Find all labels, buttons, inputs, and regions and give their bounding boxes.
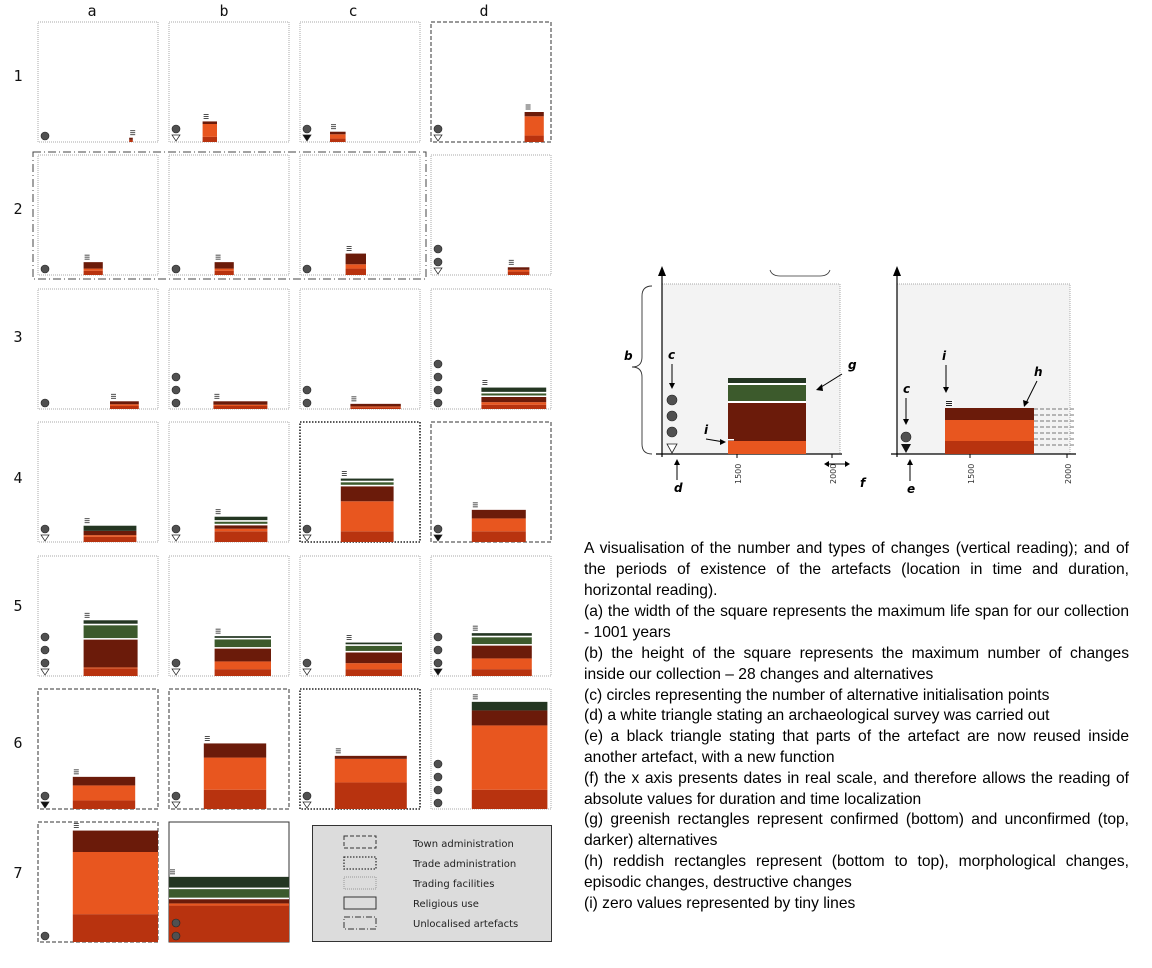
bar-destructive xyxy=(508,267,530,270)
bar-episodic xyxy=(330,134,346,138)
bar-unconfirmed xyxy=(728,378,806,383)
bar-episodic xyxy=(203,124,217,137)
row-label-6: 6 xyxy=(13,734,23,752)
bar-morphological xyxy=(525,136,544,142)
bar-morphological xyxy=(73,800,135,809)
bar-confirmed-alternative xyxy=(481,393,546,395)
cell-1a xyxy=(38,22,158,142)
cell-frame xyxy=(300,289,420,409)
circle-icon xyxy=(303,125,311,133)
bar-morphological xyxy=(215,531,268,542)
cell-1d xyxy=(431,22,551,142)
tick-label-1500: 1500 xyxy=(734,463,743,484)
cell-2c xyxy=(300,155,420,275)
cell-frame xyxy=(169,289,289,409)
bar-episodic xyxy=(215,269,234,271)
circle-icon xyxy=(172,373,180,381)
circle-icon xyxy=(434,245,442,253)
bar-destructive xyxy=(330,132,346,135)
bar-confirmed xyxy=(728,385,806,401)
row-label-7: 7 xyxy=(13,864,23,882)
bar-destructive xyxy=(350,404,400,407)
cell-3d xyxy=(431,289,551,409)
circle-icon xyxy=(434,258,442,266)
bar-morphological xyxy=(204,790,266,809)
bar-separator xyxy=(84,638,138,640)
bar-destructive xyxy=(215,262,234,268)
zero-line xyxy=(728,439,734,441)
bar-separator xyxy=(215,520,268,522)
circle-icon xyxy=(172,125,180,133)
bar-separator xyxy=(169,898,289,900)
cell-5a xyxy=(38,556,158,676)
explanation-diagram xyxy=(620,262,1100,502)
bar-destructive xyxy=(525,112,544,116)
cell-frame xyxy=(38,155,158,275)
bar-separator xyxy=(215,638,271,640)
bar-morphological xyxy=(84,668,138,676)
bar-episodic xyxy=(215,529,268,532)
bar-destructive xyxy=(204,743,266,757)
circle-icon xyxy=(434,373,442,381)
bar-gap xyxy=(728,401,806,403)
cell-6b xyxy=(169,689,289,809)
bar-unconfirmed-alternative xyxy=(481,388,546,392)
y-axis-arrowhead xyxy=(658,266,666,276)
cell-frame xyxy=(38,22,158,142)
tick-label-1500: 1500 xyxy=(967,463,976,484)
cell-3c xyxy=(300,289,420,409)
column-label-b: b xyxy=(219,2,229,20)
bar-destructive xyxy=(84,262,103,268)
circle-icon xyxy=(172,265,180,273)
circle-icon xyxy=(172,399,180,407)
cell-frame xyxy=(300,22,420,142)
column-label-c: c xyxy=(348,2,358,20)
caption-item-a: (a) the width of the square represents the maximum life span for our collection - 1001 years xyxy=(584,603,1129,642)
cell-frame xyxy=(38,289,158,409)
bar-episodic xyxy=(481,402,546,405)
bar-episodic xyxy=(472,518,526,531)
bar-episodic xyxy=(346,264,366,268)
bar-morphological xyxy=(213,406,267,409)
bar-unconfirmed-alternative xyxy=(341,479,394,481)
tick-label-2000: 2000 xyxy=(829,463,838,484)
letter-b: b xyxy=(624,349,633,363)
cell-frame xyxy=(38,422,158,542)
circle-icon xyxy=(434,399,442,407)
circle-icon xyxy=(434,799,442,807)
row-label-2: 2 xyxy=(13,200,23,218)
legend-swatch-trade xyxy=(344,857,376,869)
bar-episodic xyxy=(84,667,138,668)
legend-label-unlocalised: Unlocalised artefacts xyxy=(413,919,519,930)
circle-icon xyxy=(434,786,442,794)
circle-icon xyxy=(41,792,49,800)
bar-confirmed-alternative xyxy=(215,639,271,647)
letter-h: h xyxy=(1034,365,1043,379)
letter-f: f xyxy=(860,476,866,490)
caption-item-i: (i) zero values represented by tiny lines xyxy=(584,894,856,912)
bar-morphological xyxy=(508,272,530,275)
bar-morphological xyxy=(215,271,234,275)
tick-label-2000: 2000 xyxy=(1064,463,1073,484)
cell-frame xyxy=(169,155,289,275)
bar-morphological xyxy=(341,531,394,542)
bar-morphological xyxy=(346,269,366,275)
cell-frame xyxy=(169,22,289,142)
bar-destructive xyxy=(110,401,139,404)
cell-4d xyxy=(431,422,551,542)
bar-unconfirmed-alternative xyxy=(169,877,289,888)
circle-icon xyxy=(434,360,442,368)
bar-confirmed-alternative xyxy=(84,625,138,638)
cell-1c xyxy=(300,22,420,142)
circle-icon xyxy=(41,659,49,667)
caption-item-e: (e) a black triangle stating that parts of the artefact are now reused inside another artefact, with a new function xyxy=(584,728,1129,766)
cell-6a xyxy=(38,689,158,809)
bar-episodic xyxy=(472,658,532,669)
bar-episodic xyxy=(73,785,135,800)
top-brace xyxy=(770,270,830,276)
circle-icon xyxy=(41,633,49,641)
bar-unconfirmed-alternative xyxy=(215,636,271,638)
explanation-right xyxy=(891,266,1076,496)
bar-destructive xyxy=(215,649,271,662)
cell-3b xyxy=(169,289,289,409)
bar-destructive xyxy=(728,403,806,441)
bar-destructive xyxy=(945,408,1034,420)
cell-5c xyxy=(300,556,420,676)
bar-confirmed-alternative xyxy=(472,637,532,644)
bar-destructive xyxy=(346,652,402,663)
circle-icon xyxy=(303,399,311,407)
bar-unconfirmed-alternative xyxy=(215,517,268,520)
bar-destructive xyxy=(335,756,407,759)
legend-swatch-religious xyxy=(344,897,376,909)
row-label-4: 4 xyxy=(13,469,23,487)
circle-icon xyxy=(41,646,49,654)
bar-separator xyxy=(346,644,402,646)
bar-confirmed-alternative xyxy=(169,889,289,898)
bar-episodic xyxy=(204,758,266,790)
bar-morphological xyxy=(481,405,546,409)
row-label-1: 1 xyxy=(13,67,23,85)
bar-confirmed-alternative xyxy=(215,522,268,524)
bar-unconfirmed-alternative xyxy=(84,526,137,531)
cell-4c xyxy=(300,422,420,542)
bar-unconfirmed-alternative xyxy=(472,702,548,711)
column-label-d: d xyxy=(479,2,489,20)
bar-destructive xyxy=(169,899,289,903)
circle-icon xyxy=(434,760,442,768)
bar-morphological xyxy=(84,537,137,542)
bar-unconfirmed-alternative xyxy=(472,633,532,636)
circle-icon xyxy=(303,386,311,394)
bar-episodic xyxy=(73,852,158,914)
caption-intro: A visualisation of the number and types of changes (vertical reading); and of the periods of existence of the artefacts (location in time and duration, horizontal reading). xyxy=(584,540,1129,599)
bar-morphological xyxy=(110,406,139,409)
cell-3a xyxy=(38,289,158,409)
bar-destructive xyxy=(129,138,133,140)
bar-confirmed-alternative xyxy=(341,482,394,485)
circle-icon xyxy=(434,646,442,654)
cell-frame xyxy=(431,155,551,275)
bar-gap xyxy=(728,383,806,385)
caption-item-g: (g) greenish rectangles represent confirmed (bottom) and unconfirmed (top, darker) alternatives xyxy=(584,811,1129,850)
bar-morphological xyxy=(330,139,346,142)
bar-episodic xyxy=(728,441,806,454)
bar-episodic xyxy=(525,116,544,135)
row-label-3: 3 xyxy=(13,328,23,346)
cell-5b xyxy=(169,556,289,676)
circle-icon xyxy=(41,932,49,940)
arrow-d-head xyxy=(674,459,680,465)
bar-morphological xyxy=(346,669,402,676)
bar-separator xyxy=(215,647,271,649)
arrow-f-head-left xyxy=(824,461,829,467)
bar-separator xyxy=(341,485,394,487)
bar-episodic xyxy=(472,725,548,789)
bar-separator xyxy=(169,888,289,890)
bar-episodic xyxy=(169,903,289,905)
circle-icon xyxy=(172,919,180,927)
letter-e: e xyxy=(907,482,916,496)
bar-episodic xyxy=(84,535,137,537)
bar-destructive xyxy=(472,646,532,659)
bar-episodic xyxy=(335,759,407,783)
bar-morphological xyxy=(73,914,158,942)
bar-morphological xyxy=(203,137,217,142)
legend-swatch-trading xyxy=(344,877,376,889)
letter-c: c xyxy=(903,382,911,396)
bar-separator xyxy=(472,644,532,646)
bar-episodic xyxy=(945,420,1034,441)
circle-icon xyxy=(434,525,442,533)
circle-icon xyxy=(434,773,442,781)
legend-label-trade: Trade administration xyxy=(413,859,517,870)
cell-1b xyxy=(169,22,289,142)
bar-destructive xyxy=(472,710,548,725)
bar-separator xyxy=(481,392,546,394)
legend xyxy=(312,825,552,942)
circle-icon xyxy=(41,525,49,533)
circle-icon xyxy=(303,659,311,667)
bar-destructive xyxy=(203,121,217,124)
bar-episodic xyxy=(508,270,530,272)
bar-morphological xyxy=(350,407,400,409)
letter-i: i xyxy=(704,423,709,437)
cell-2d xyxy=(431,155,551,275)
bar-morphological xyxy=(169,906,289,942)
bar-destructive xyxy=(341,486,394,501)
circle-icon xyxy=(434,633,442,641)
caption-item-b: (b) the height of the square represents the maximum number of changes inside our collection – 28 changes and alternatives xyxy=(584,644,1129,683)
bar-destructive xyxy=(73,777,135,786)
caption-item-h: (h) reddish rectangles represent (bottom to top), morphological changes, episodic changes, destructive changes xyxy=(584,852,1129,891)
cell-2b xyxy=(169,155,289,275)
bar-destructive xyxy=(215,525,268,528)
cell-7a xyxy=(38,822,158,942)
letter-g: g xyxy=(848,358,857,372)
bar-separator xyxy=(346,651,402,653)
legend-swatch-town xyxy=(344,836,376,848)
bar-destructive xyxy=(213,401,267,404)
bar-confirmed-alternative xyxy=(346,646,402,651)
letter-i: i xyxy=(942,349,947,363)
bar-morphological xyxy=(472,531,526,542)
visualisation-grid xyxy=(0,0,580,960)
letter-c: c xyxy=(668,348,676,362)
bar-separator xyxy=(481,396,546,398)
caption-item-f: (f) the x axis presents dates in real scale, and therefore allows the reading of absolute values for duration and time localization xyxy=(584,769,1129,808)
circle-icon xyxy=(41,265,49,273)
cell-7b xyxy=(169,822,289,942)
bar-separator xyxy=(472,636,532,638)
column-label-a: a xyxy=(87,2,97,20)
circle-icon xyxy=(303,792,311,800)
legend-label-religious: Religious use xyxy=(413,899,479,910)
circle-icon xyxy=(172,932,180,940)
circle-icon xyxy=(172,659,180,667)
bar-separator xyxy=(215,524,268,526)
arrow-e-head xyxy=(907,459,913,465)
cell-6c xyxy=(300,689,420,809)
bar-morphological xyxy=(945,441,1034,454)
circle-icon xyxy=(41,399,49,407)
cell-2a xyxy=(38,155,158,275)
legend-swatch-unlocalised xyxy=(344,917,376,929)
circle-icon xyxy=(303,525,311,533)
explanation-left xyxy=(624,266,867,495)
y-axis-arrowhead xyxy=(893,266,901,276)
circle-icon xyxy=(434,386,442,394)
cell-6d xyxy=(431,689,551,809)
bar-destructive xyxy=(84,531,137,535)
bar-destructive xyxy=(472,510,526,519)
cell-4b xyxy=(169,422,289,542)
caption xyxy=(584,539,1129,914)
cell-glyphs xyxy=(0,0,580,960)
bar-unconfirmed-alternative xyxy=(84,620,138,623)
bar-destructive xyxy=(346,254,366,265)
arrow-f-head-right xyxy=(845,461,850,467)
legend-label-trading: Trading facilities xyxy=(413,879,495,890)
circle-icon xyxy=(172,525,180,533)
bar-episodic xyxy=(213,405,267,406)
bar-episodic xyxy=(84,269,103,271)
cell-4a xyxy=(38,422,158,542)
bar-morphological xyxy=(472,669,532,676)
circle xyxy=(667,427,677,437)
circle xyxy=(667,395,677,405)
bar-morphological xyxy=(84,271,103,275)
circle-icon xyxy=(41,132,49,140)
bar-unconfirmed-alternative xyxy=(346,643,402,645)
bar-separator xyxy=(341,481,394,483)
caption-item-c: (c) circles representing the number of alternative initialisation points xyxy=(584,686,1050,704)
bar-destructive xyxy=(73,831,158,852)
row-label-5: 5 xyxy=(13,597,23,615)
circle-icon xyxy=(434,659,442,667)
circle xyxy=(667,411,677,421)
bar-episodic xyxy=(341,501,394,531)
legend-label-town: Town administration xyxy=(413,839,514,850)
cell-5d xyxy=(431,556,551,676)
circle xyxy=(901,432,911,442)
bar-episodic xyxy=(350,406,400,407)
brace-b xyxy=(632,286,652,454)
letter-d: d xyxy=(674,481,683,495)
bar-destructive xyxy=(481,397,546,402)
circle-icon xyxy=(172,792,180,800)
bar-separator xyxy=(84,624,138,626)
circle-icon xyxy=(303,265,311,273)
bar-morphological xyxy=(129,140,133,142)
circle-icon xyxy=(434,125,442,133)
circle-icon xyxy=(172,386,180,394)
bar-morphological xyxy=(335,782,407,809)
bar-morphological xyxy=(472,790,548,809)
bar-destructive xyxy=(84,640,138,668)
caption-item-d: (d) a white triangle stating an archaeological survey was carried out xyxy=(584,707,1050,725)
bar-episodic xyxy=(110,404,139,406)
bar-morphological xyxy=(215,669,271,676)
bar-episodic xyxy=(346,663,402,669)
bar-episodic xyxy=(215,661,271,669)
